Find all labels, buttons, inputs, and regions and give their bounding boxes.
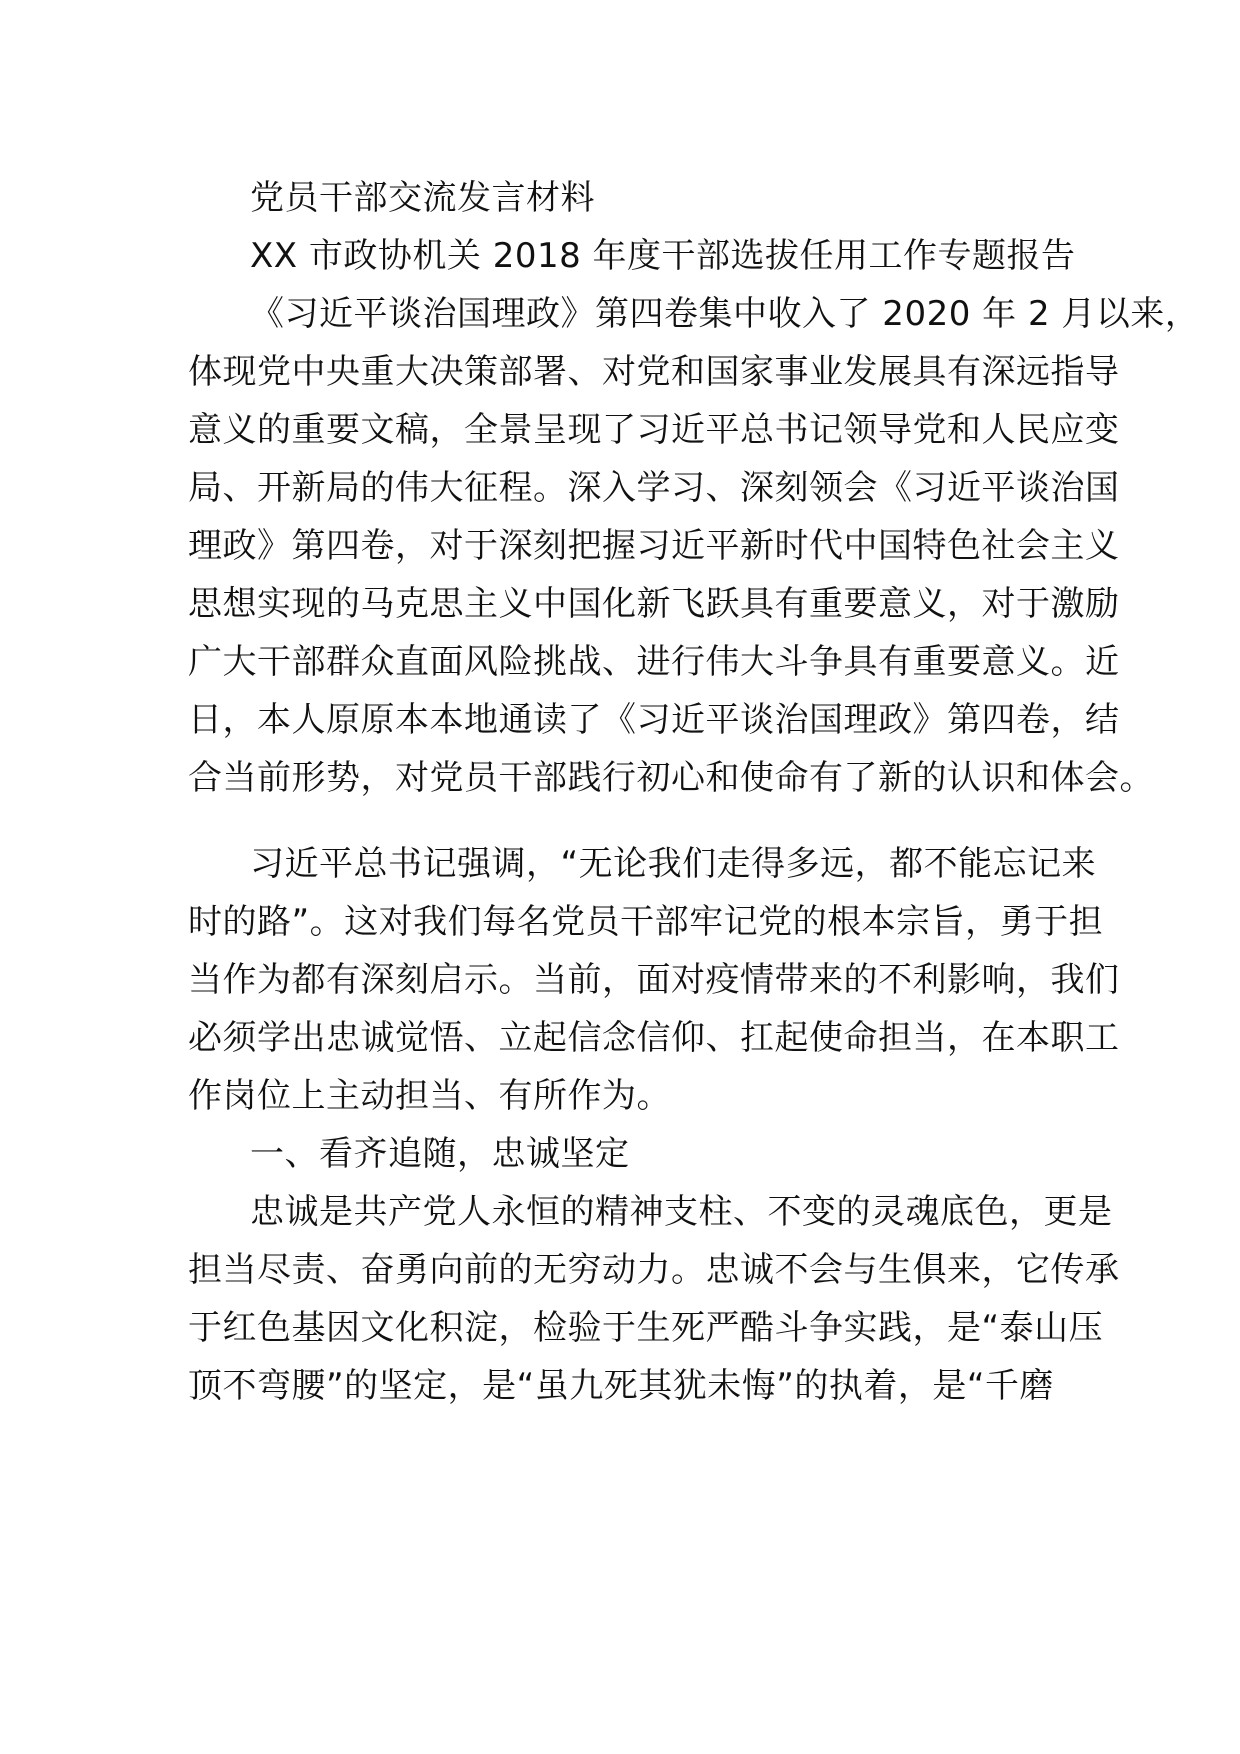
document-subtitle: XX 市政协机关 2018 年度干部选拔任用工作专题报告 <box>250 236 1076 276</box>
paragraph-3-line-4: 顶不弯腰”的坚定，是“虽九死其犹未悔”的执着，是“千磨 <box>188 1366 1054 1406</box>
paragraph-1-line-9: 合当前形势，对党员干部践行初心和使命有了新的认识和体会。 <box>188 758 1154 798</box>
section-heading-1: 一、看齐追随，忠诚坚定 <box>250 1134 630 1174</box>
paragraph-1-line-1: 《习近平谈治国理政》第四卷集中收入了 2020 年 2 月以来， <box>250 294 1200 334</box>
paragraph-1-line-7: 广大干部群众直面风险挑战、进行伟大斗争具有重要意义。近 <box>188 642 1120 682</box>
paragraph-1-line-2: 体现党中央重大决策部署、对党和国家事业发展具有深远指导 <box>188 352 1120 392</box>
paragraph-3-line-2: 担当尽责、奋勇向前的无穷动力。忠诚不会与生俱来，它传承 <box>188 1250 1120 1290</box>
paragraph-1-line-6: 思想实现的马克思主义中国化新飞跃具有重要意义，对于激励 <box>188 584 1120 624</box>
paragraph-3-line-3: 于红色基因文化积淀，检验于生死严酷斗争实践，是“泰山压 <box>188 1308 1104 1348</box>
paragraph-1-line-5: 理政》第四卷，对于深刻把握习近平新时代中国特色社会主义 <box>188 526 1120 566</box>
document-title: 党员干部交流发言材料 <box>250 178 595 218</box>
paragraph-2-line-3: 当作为都有深刻启示。当前，面对疫情带来的不利影响，我们 <box>188 960 1120 1000</box>
paragraph-2-line-4: 必须学出忠诚觉悟、立起信念信仰、扛起使命担当，在本职工 <box>188 1018 1120 1058</box>
paragraph-2-line-2: 时的路”。这对我们每名党员干部牢记党的根本宗旨，勇于担 <box>188 902 1104 942</box>
paragraph-2-line-5: 作岗位上主动担当、有所作为。 <box>188 1076 671 1116</box>
paragraph-1-line-4: 局、开新局的伟大征程。深入学习、深刻领会《习近平谈治国 <box>188 468 1120 508</box>
paragraph-2-line-1: 习近平总书记强调，“无论我们走得多远，都不能忘记来 <box>250 844 1097 884</box>
paragraph-3-line-1: 忠诚是共产党人永恒的精神支柱、不变的灵魂底色，更是 <box>250 1192 1113 1232</box>
paragraph-1-line-3: 意义的重要文稿，全景呈现了习近平总书记领导党和人民应变 <box>188 410 1120 450</box>
paragraph-1-line-8: 日，本人原原本本地通读了《习近平谈治国理政》第四卷，结 <box>188 700 1120 740</box>
